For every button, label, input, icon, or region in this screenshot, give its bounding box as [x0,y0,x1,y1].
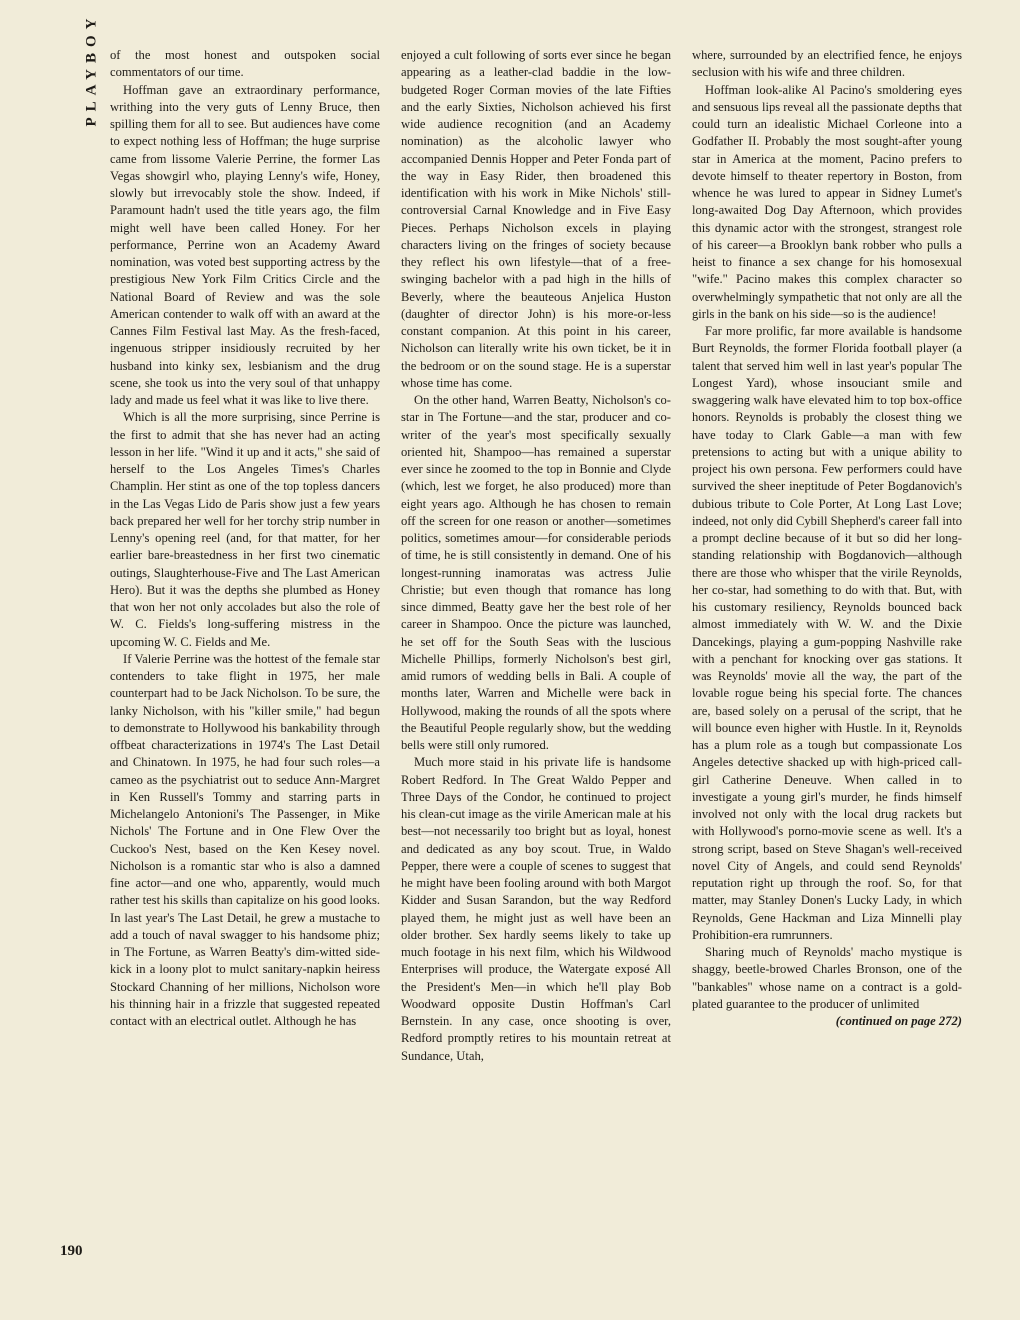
playboy-masthead [76,12,100,127]
paragraph: Sharing much of Reynolds' macho mystique is shaggy, beetle-browed Charles Bronson, one of the "bankables" whose name on a contract is a gold-plated guarantee to the producer of unlimited [692,945,962,1011]
paragraph: Much more staid in his private life is handsome Robert Redford. In The Great Waldo Pepper and Three Days of the Condor, he continued to project his clean-cut image as the virile American male at his best—not necessarily too bright but as loyal, honest and dedicated as any boy scout. True, in Waldo Pepper, there were a couple of scenes to suggest that he might have been fooling around with both Margot Kidder and Susan Sarandon, but the way Redford played them, he might just as well have been an older brother. Sex hardly seems likely to take up much footage in his next film, which his Wildwood Enterprises will produce, the Watergate exposé All the President's Men—in which he'll play Bob Woodward opposite Dustin Hoffman's Carl Bernstein. In any case, once shooting is over, Redford promptly retires to his mountain retreat at Sundance, Utah, [401,755,671,1063]
paragraph: where, surrounded by an electrified fence, he enjoys seclusion with his wife and three children. [692,48,962,80]
article-column-2 [401,47,671,1065]
paragraph: Which is all the more surprising, since Perrine is the first to admit that she has never had an acting lesson in her life. "Wind it up and it acts," she said of herself to the Los Angeles Times's Charles Champlin. Her stint as one of the top topless dancers in the Las Vegas Lido de Paris show just a few years back prepared her well for her torchy strip number in Lenny's opening reel (and, for that matter, for her earlier bare-breastedness in her first two cinematic outings, Slaughterhouse-Five and The Last American Hero). But it was the depths she plumbed as Honey that won her not only accolades but also the role of W. C. Fields's long-suffering mistress in the upcoming W. C. Fields and Me. [110,410,380,649]
article-column-3 [692,47,962,1030]
paragraph: Hoffman look-alike Al Pacino's smoldering eyes and sensuous lips reveal all the passionate depths that could turn an idealistic Michael Corleone into a Godfather II. Probably the most sought-after young star in America at the moment, Pacino prefers to devote himself to theater repertory in Boston, from whence he was lured to appear in Sidney Lumet's long-awaited Dog Day Afternoon, which provides this dynamic actor with the strongest, strangest role of his career—a Brooklyn bank robber who pulls a heist to finance a sex change for his homosexual "wife." Pacino makes this complex character so overwhelmingly sympathetic that not only are all the girls in the bank on his side—so is the audience! [692,82,963,321]
article-column-1 [110,47,380,1030]
paragraph: Far more prolific, far more available is handsome Burt Reynolds, the former Florida football player (a talent that served him well in last year's popular The Longest Yard), whose insouciant smile and swaggering walk have elevated him to top box-office honors. Reynolds is probably the closest thing we have today to Clark Gable—a man with few pretensions to acting but with a unique ability to project his own persona. Few performers could have survived the sheer ineptitude of Peter Bogdanovich's dubious tribute to Cole Porter, At Long Last Love; indeed, not only did Cybill Shepherd's career fall into a prompt decline because of it but so did her long-standing relationship with Bogdanovich—although there are those who whisper that the virile Reynolds, her co-star, had something to do with that. But, with his customary resiliency, Reynolds bounced back almost immediately with W. W. and the Dixie Dancekings, playing a gum-popping Nashville rake with a penchant for knocking over gas stations. It was Reynolds' movie all the way, the part of the lovable rogue being his special forte. The chances are, based solely on a perusal of the script, that he will bounce even higher with Hustle. In it, Reynolds has a plum role as a tough but compassionate Los Angeles detective shacked up with high-priced call-girl Catherine Deneuve. When called in to investigate a young girl's murder, he finds himself involved not only with the local drug rackets but with Hollywood's porno-movie scene as well. It's a strong script, based on Steve Shagan's well-received novel City of Angels, and could send Reynolds' reputation right up through the roof. So, for that matter, may Stanley Donen's Lucky Lady, in which Reynolds, Gene Hackman and Liza Minnelli play Prohibition-era rumrunners. [692,324,962,942]
masthead-text: PLAYBOY [83,12,100,127]
paragraph: of the most honest and outspoken social commentators of our time. [110,48,380,80]
paragraph: On the other hand, Warren Beatty, Nicholson's co-star in The Fortune—and the star, producer and co-writer of the year's most specifically sexually oriented hit, Shampoo—has remained a superstar ever since he zoomed to the top in Bonnie and Clyde (which, lest we forget, he also produced) more than eight years ago. Although he has chosen to remain off the screen for one reason or another—sometimes politics, sometimes amour—for considerable periods of time, he is still consistently in demand. One of his longest-running inamoratas was actress Julie Christie; but even though that romance has long since dimmed, Beatty gave her the best role of her career in Shampoo. Once the picture was launched, he set off for the South Seas with the luscious Michelle Phillips, formerly Nicholson's best girl, amid rumors of wedding bells in Bali. A couple of months later, Warren and Michelle were back in Hollywood, making the rounds of all the spots where the Beautiful People regularly show, but the wedding bells were still only rumored. [401,393,671,752]
paragraph: If Valerie Perrine was the hottest of the female star contenders to take flight in 1975, her male counterpart had to be Jack Nicholson. To be sure, the lanky Nicholson, with his "killer smile," had begun to demonstrate to Hollywood his bankability through offbeat characterizations in 1974's The Last Detail and Chinatown. In 1975, he had four such roles—a cameo as the psychiatrist out to seduce Ann-Margret in Ken Russell's Tommy and starring parts in Michelangelo Antonioni's The Passenger, in Mike Nichols' The Fortune and in One Flew Over the Cuckoo's Nest, based on the Ken Kesey novel. Nicholson is a romantic star who is also a damned fine actor—and one who, apparently, would much rather test his skills than capitalize on his good looks. In last year's The Last Detail, he grew a mustache to add a touch of naval swagger to his handsome phiz; in The Fortune, as Warren Beatty's dim-witted side-kick in a loony plot to mulct sanitary-napkin heiress Stockard Channing of her millions, Nicholson wore his thinning hair in a frizzle that suggested repeated contact with an electrical outlet. Although he has [110,651,380,1028]
paragraph: enjoyed a cult following of sorts ever since he began appearing as a leather-clad baddie in the low-budgeted Roger Corman movies of the late Fifties and the early Sixties, Nicholson achieved his first wide audience recognition (and an Academy nomination) as the alcoholic lawyer who accompanied Dennis Hopper and Peter Fonda part of the way in Easy Rider, then broadened this identification with his work in Mike Nichols' still-controversial Carnal Knowledge and in Five Easy Pieces. Perhaps Nicholson excels in playing characters living on the fringes of society because they reflect his own lifestyle—that of a free-swinging bachelor with a pad high in the hills of Beverly, where the beauteous Anjelica Huston (daughter of director John) is his more-or-less constant companion. At this point in his career, Nicholson can literally write his own ticket, be it in the bedroom or on the sound stage. He is a superstar whose time has come. [401,48,671,390]
paragraph: Hoffman gave an extraordinary performance, writhing into the very guts of Lenny Bruce, then spilling them for all to see. But audiences have come to expect nothing less of Hoffman; the huge surprise came from lissome Valerie Perrine, the former Las Vegas showgirl who, playing Lenny's wife, Honey, slowly but irrevocably stole the show. Indeed, if Paramount hadn't used the title years ago, the film might well have been called Honey. For her performance, Perrine won an Academy Award nomination, was voted best supporting actress by the prestigious New York Film Critics Circle and the National Board of Review and was the sole American contender to walk off with an award at the Cannes Film Festival last May. As the fresh-faced, ingenuous stripper insidiously recruited by her husband into kinky sex, lesbianism and the drug scene, she took us into the very soul of that unhappy lady and made us feel what it was like to live there. [110,82,380,407]
page-number: 190 [60,1243,83,1259]
continued-note: (continued on page 272) [835,1014,962,1028]
